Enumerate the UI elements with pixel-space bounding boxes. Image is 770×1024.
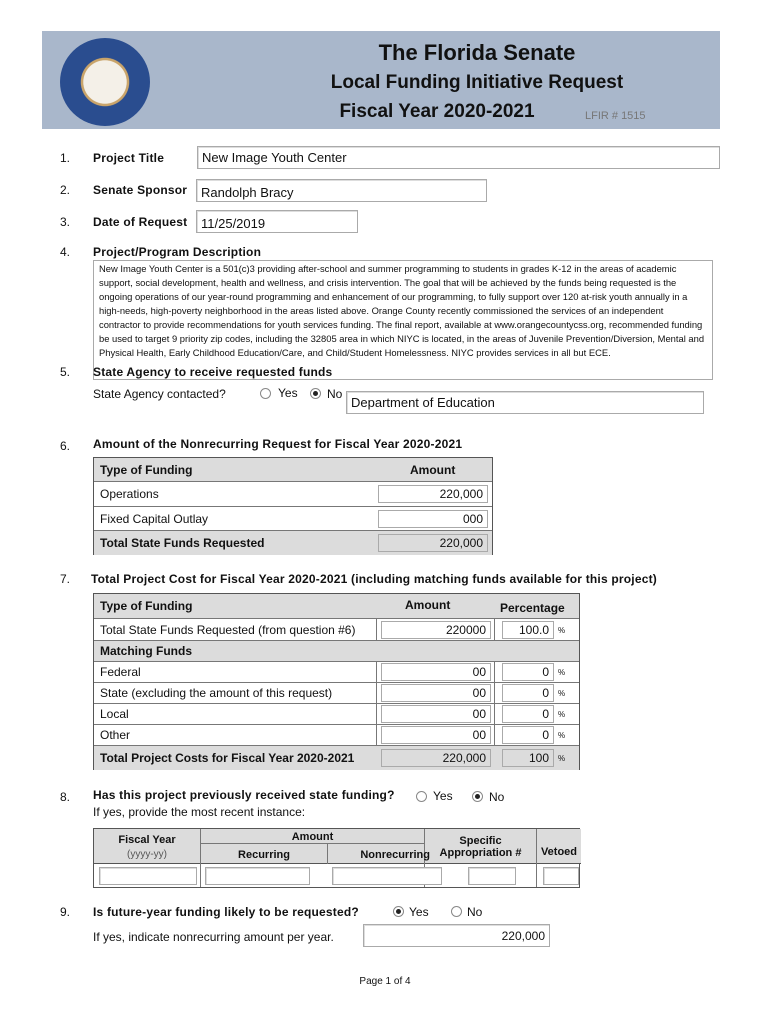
- table-header: [94, 458, 492, 482]
- prior-funding-no-label: No: [489, 790, 505, 804]
- description-label: Project/Program Description: [93, 245, 262, 259]
- funding-percent-input[interactable]: 0: [502, 684, 554, 702]
- q8-sub-label: If yes, provide the most recent instance:: [93, 805, 306, 819]
- type-of-funding-header: Type of Funding: [100, 462, 193, 477]
- funding-amount-input[interactable]: 00: [381, 726, 491, 744]
- total-row: [94, 531, 492, 555]
- prior-funding-table: [93, 828, 580, 888]
- agency-contacted-no-radio[interactable]: [310, 388, 321, 399]
- percentage-header: Percentage: [495, 594, 579, 618]
- table-row: [94, 482, 492, 507]
- vetoed-input[interactable]: [543, 867, 579, 885]
- fiscal-year-input[interactable]: [99, 867, 197, 885]
- agency-contacted-label: State Agency contacted?: [93, 387, 226, 401]
- date-of-request-label: Date of Request: [93, 215, 188, 229]
- senate-sponsor-input[interactable]: Randolph Bracy: [196, 179, 487, 202]
- q5-number: 5.: [60, 365, 71, 379]
- agency-contacted-yes-radio[interactable]: [260, 388, 271, 399]
- fixed-capital-amount-input[interactable]: 000: [378, 510, 488, 528]
- future-funding-amount-input[interactable]: 220,000: [363, 924, 550, 947]
- recurring-header: Recurring: [238, 849, 290, 861]
- table-header: [94, 594, 579, 619]
- percent-sign: %: [558, 710, 566, 719]
- page-number: Page 1 of 4: [359, 976, 411, 987]
- table-row: [94, 704, 579, 725]
- operations-label: Operations: [100, 487, 159, 501]
- amount-header: Amount: [291, 831, 334, 843]
- q7-number: 7.: [60, 572, 71, 586]
- total-state-funds-value: 220,000: [378, 534, 488, 552]
- percent-sign: %: [558, 689, 566, 698]
- funding-type-label: Federal: [100, 665, 141, 679]
- funding-percent-input[interactable]: 0: [502, 726, 554, 744]
- q9-sub-label: If yes, indicate nonrecurring amount per year.: [93, 930, 334, 944]
- funding-percent-input[interactable]: 0: [502, 663, 554, 681]
- q9-number: 9.: [60, 905, 71, 919]
- agency-contacted-yes-label: Yes: [278, 386, 298, 400]
- fiscal-year-title: Fiscal Year 2020-2021: [339, 101, 535, 122]
- senate-sponsor-label: Senate Sponsor: [93, 183, 188, 197]
- appropriation-header-2: Appropriation #: [439, 847, 522, 859]
- q6-label: Amount of the Nonrecurring Request for Fiscal Year 2020-2021: [93, 437, 463, 451]
- header-banner: [42, 31, 720, 129]
- nonrecurring-input[interactable]: [332, 867, 442, 885]
- q7-label: Total Project Cost for Fiscal Year 2020-2021 (including matching funds available for this project): [91, 572, 657, 586]
- funding-type-label: Local: [100, 707, 129, 721]
- total-state-funds-label: Total State Funds Requested: [100, 536, 265, 550]
- project-title-label: Project Title: [93, 151, 165, 165]
- page-title: The Florida Senate: [378, 40, 576, 65]
- funding-amount-input[interactable]: 00: [381, 684, 491, 702]
- state-agency-label: State Agency to receive requested funds: [93, 365, 333, 379]
- fixed-capital-outlay-label: Fixed Capital Outlay: [100, 511, 209, 526]
- operations-amount-input[interactable]: 220,000: [378, 485, 488, 503]
- recurring-input[interactable]: [205, 867, 310, 885]
- total-project-cost-table: [93, 593, 580, 770]
- amount-header: Amount: [410, 462, 456, 477]
- state-funds-percent-input[interactable]: 100.0: [502, 621, 554, 639]
- prior-funding-yes-radio[interactable]: [416, 791, 427, 802]
- q8-label: Has this project previously received state funding?: [93, 788, 395, 802]
- funding-type-label: State (excluding the amount of this request): [100, 686, 333, 700]
- date-of-request-input[interactable]: 11/25/2019: [196, 210, 358, 233]
- q9-label: Is future-year funding likely to be requested?: [93, 905, 359, 919]
- funding-amount-input[interactable]: 00: [381, 705, 491, 723]
- type-of-funding-header: Type of Funding: [100, 599, 193, 613]
- lfir-number: LFIR # 1515: [585, 110, 646, 122]
- agency-contacted-no-label: No: [327, 387, 343, 401]
- prior-funding-no-radio[interactable]: [472, 791, 483, 802]
- vetoed-header: Vetoed: [540, 846, 578, 858]
- percent-sign: %: [558, 754, 566, 763]
- table-row: [94, 619, 579, 641]
- appropriation-header: Specific: [459, 835, 502, 847]
- total-project-costs-amount: 220,000: [381, 749, 491, 767]
- funding-amount-input[interactable]: 00: [381, 663, 491, 681]
- nonrecurring-header: Nonrecurring: [360, 849, 430, 861]
- future-funding-no-radio[interactable]: [451, 906, 462, 917]
- q6-number: 6.: [60, 439, 71, 453]
- q2-number: 2.: [60, 183, 71, 197]
- total-row: [94, 746, 579, 770]
- form-title: Local Funding Initiative Request: [330, 72, 624, 93]
- q1-number: 1.: [60, 151, 71, 165]
- percent-sign: %: [558, 668, 566, 677]
- prior-funding-yes-label: Yes: [433, 789, 453, 803]
- description-textarea[interactable]: New Image Youth Center is a 501(c)3 providing after-school and summer programming to students in grades K-12 in the areas of academic support, social development, health and wellness, and crisis intervention. The goal that will be achieved by the funds being requested is the ongoing operations of our year-round programming and enhancement of our programming, to fully support over 120 at-risk youth annually in a high-needs, high-poverty neighborhood in the areas listed above. Orange County recently commissioned the services of an independent contractor to provide recommendations for youth services funding. The final report, available at www.orangecountycss.org, recommended funding be used to target 9 priority zip codes, including the 32805 area in which NIYC is located, in the areas of Juvenile Prevention/Diversion, Mental and Physical Health, Early Childhood Education/Care, and Child/Student Homelessness. NIYC provides services in all but ECE.: [93, 260, 713, 380]
- nonrecurring-request-table: [93, 457, 493, 555]
- future-funding-yes-label: Yes: [409, 905, 429, 919]
- state-agency-input[interactable]: Department of Education: [346, 391, 704, 414]
- total-project-costs-percent: 100: [502, 749, 554, 767]
- percent-sign: %: [558, 626, 566, 635]
- table-row: [94, 725, 579, 746]
- matching-funds-row: [94, 641, 579, 662]
- fiscal-year-header: Fiscal Year: [118, 834, 176, 846]
- percent-sign: %: [558, 731, 566, 740]
- amount-header: Amount: [405, 598, 451, 612]
- funding-percent-input[interactable]: 0: [502, 705, 554, 723]
- table-row: [94, 662, 579, 683]
- table-row: [94, 507, 492, 531]
- fiscal-year-hint: (yyyy-yy): [127, 849, 167, 860]
- future-funding-yes-radio[interactable]: [393, 906, 404, 917]
- table-row: [94, 683, 579, 704]
- funding-type-label: Other: [100, 728, 131, 742]
- total-project-costs-label: Total Project Costs for Fiscal Year 2020-2021: [100, 751, 355, 765]
- state-funds-label: Total State Funds Requested (from question #6): [100, 622, 356, 637]
- future-funding-no-label: No: [467, 905, 483, 919]
- project-title-input[interactable]: New Image Youth Center: [197, 146, 720, 169]
- appropriation-input[interactable]: [468, 867, 516, 885]
- q4-number: 4.: [60, 245, 71, 259]
- q8-number: 8.: [60, 790, 71, 804]
- state-funds-amount-input[interactable]: 220000: [381, 621, 491, 639]
- q3-number: 3.: [60, 215, 71, 229]
- matching-funds-label: Matching Funds: [94, 641, 376, 661]
